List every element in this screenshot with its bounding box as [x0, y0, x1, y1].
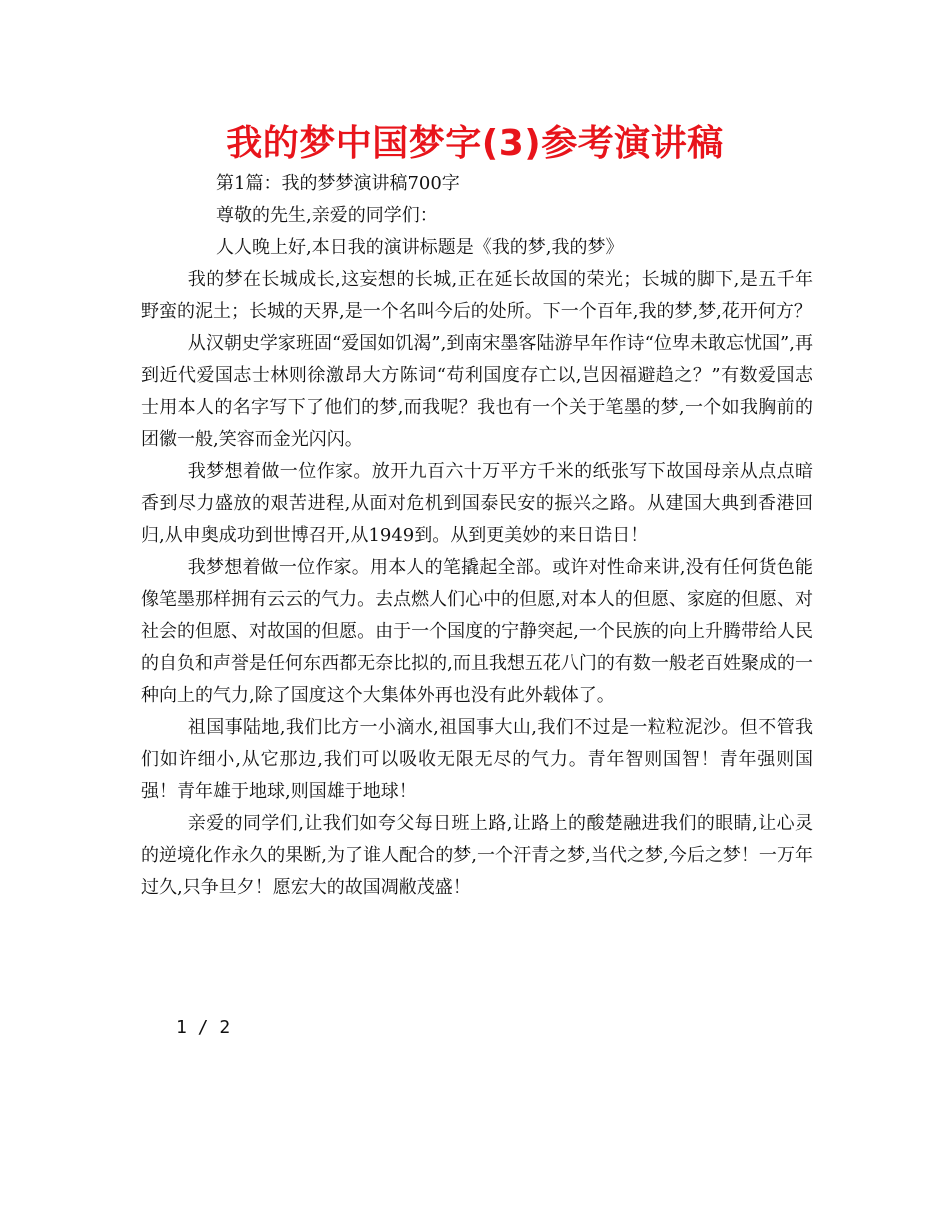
paragraph: 我的梦在长城成长,这妄想的长城,正在延长故国的荣光；长城的脚下,是五千年野蛮的泥土；长城的天界,是一个名叫今后的处所。下一个百年,我的梦,梦,花开何方？ [141, 269, 813, 322]
paragraph: 亲爱的同学们,让我们如夸父每日班上路,让路上的酸楚融进我们的眼睛,让心灵的逆境化作永久的果断,为了谁人配合的梦,一个汗青之梦,当代之梦,今后之梦！一万年过久,只争旦夕！愿宏大的故国凋敝茂盛！ [141, 813, 813, 898]
paragraph: 祖国事陆地,我们比方一小滴水,祖国事大山,我们不过是一粒粒泥沙。但不管我们如许细小,从它那边,我们可以吸收无限无尽的气力。青年智则国智！青年强则国强！青年雄于地球,则国雄于地球！ [141, 717, 813, 802]
paragraph: 我梦想着做一位作家。用本人的笔撬起全部。或许对性命来讲,没有任何货色能像笔墨那样拥有云云的气力。去点燃人们心中的但愿,对本人的但愿、家庭的但愿、对社会的但愿、对故国的但愿。由于一个国度的宁静突起,一个民族的向上升腾带给人民的自负和声誉是任何东西都无奈比拟的,而且我想五花八门的有数一般老百姓聚成的一种向上的气力,除了国度这个大集体外再也没有此外载体了。 [141, 557, 813, 706]
paragraph: 从汉朝史学家班固“爱国如饥渴”,到南宋墨客陆游早年作诗“位卑未敢忘忧国”,再到近代爱国志士林则徐激昂大方陈词“苟利国度存亡以,岂因福避趋之？”有数爱国志士用本人的名字写下了他们的梦,而我呢？我也有一个关于笔墨的梦,一个如我胸前的团徽一般,笑容而金光闪闪。 [141, 333, 813, 450]
document-title: 我的梦中国梦字(3)参考演讲稿 [226, 123, 724, 164]
paragraph: 我梦想着做一位作家。放开九百六十万平方千米的纸张写下故国母亲从点点暗香到尽力盛放的艰苦进程,从面对危机到国泰民安的振兴之路。从建国大典到香港回归,从申奥成功到世博召开,从1949到。从到更美妙的来日诰日！ [141, 461, 813, 546]
section-heading: 第1篇：我的梦梦演讲稿700字 [216, 173, 460, 194]
document-body [141, 168, 813, 904]
salutation: 尊敬的先生,亲爱的同学们： [216, 205, 438, 226]
page-number: 1 / 2 [176, 1017, 231, 1038]
greeting: 人人晚上好,本日我的演讲标题是《我的梦,我的梦》 [216, 237, 624, 258]
